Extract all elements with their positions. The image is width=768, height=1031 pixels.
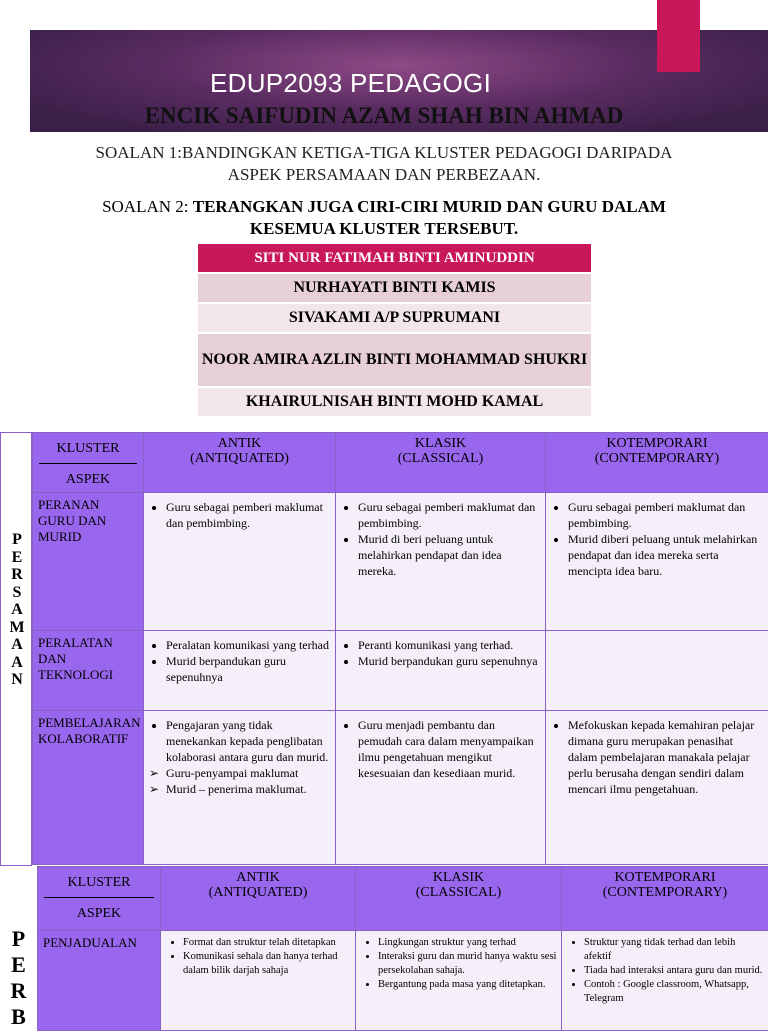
kluster-aspek-header [38,867,161,931]
header-klasik-en: (CLASSICAL) [336,451,545,466]
table-row [33,711,768,865]
question-2-text: TERANGKAN JUGA CIRI-CIRI MURID DAN GURU DALAM KESEMUA KLUSTER TERSEBUT. [193,197,666,238]
bullet-item: • Guru sebagai pemberi maklumat dan pembimbing. [166,499,329,531]
aspek-cell: PENJADUALAN [38,931,161,1031]
header-antik [161,867,356,931]
perbezaan-side-label [0,866,37,1024]
cell-klasik [336,631,546,711]
header-kotemporari-en: (CONTEMPORARY) [546,451,768,466]
bullet-item: • Pengajaran yang tidak menekankan kepada penglibatan kolaborasi antara guru dan murid. [166,717,329,765]
side-letters [1,531,33,689]
aspek-cell: PERANAN GURU DAN MURID [33,493,144,631]
bullet-item: • Murid di beri peluang untuk melahirkan pendapat dan idea mereka. [358,531,539,579]
bullet-item: • Guru menjadi pembantu dan pemudah cara dalam menyampaikan ilmu pengetahuan mengikut kesesuaian dan kesediaan murid. [358,717,539,781]
question-2 [60,196,708,240]
header-kotemporari-label: KOTEMPORARI [562,870,768,885]
bullet-item: • Murid berpandukan guru sepenuhnya [358,653,539,669]
bullet-item: • Contoh : Google classroom, Whatsapp, Telegram [584,978,764,1006]
aspek-cell: PERALATAN DAN TEKNOLOGI [33,631,144,711]
bullet-item: • Bergantung pada masa yang ditetapkan. [378,978,557,992]
cell-kotemporari [546,493,768,631]
table-row [33,493,768,631]
question-1: SOALAN 1:BANDINGKAN KETIGA-TIGA KLUSTER PEDAGOGI DARIPADA ASPEK PERSAMAAN DAN PERBEZAAN. [80,142,688,186]
cell-antik [144,631,336,711]
header-antik-en: (ANTIQUATED) [161,885,355,900]
bullet-item: • Guru sebagai pemberi maklumat dan pembimbing. [358,499,539,531]
header-klasik-en: (CLASSICAL) [356,885,561,900]
side-letter: N [1,671,33,689]
side-letter: P [0,926,37,952]
side-letter: B [0,1004,37,1030]
header-antik-en: (ANTIQUATED) [144,451,335,466]
side-letter: A [1,654,33,672]
header-kotemporari-label: KOTEMPORARI [546,436,768,451]
side-letter: E [1,549,33,567]
bullet-item: • Interaksi guru dan murid hanya waktu sesi persekolahan sahaja. [378,950,557,978]
bullet-item: ➢ Murid – penerima maklumat. [166,781,329,797]
aspek-cell: PEMBELAJARAN KOLABORATIF [33,711,144,865]
bullet-item: • Murid berpandukan guru sepenuhnya [166,653,329,685]
header-klasik [336,433,546,493]
persamaan-side-label [0,432,32,866]
bullet-item: • Tiada had interaksi antara guru dan murid. [584,964,764,978]
cell-kotemporari [546,711,768,865]
header-klasik-label: KLASIK [356,870,561,885]
side-letter: R [1,566,33,584]
question-2-label: SOALAN 2: [102,197,188,216]
cell-antik [161,931,356,1031]
bullet-item: • Format dan struktur telah ditetapkan [183,936,351,950]
kluster-aspek-header [33,433,144,493]
header-antik-label: ANTIK [161,870,355,885]
header-kotemporari [562,867,768,931]
header-klasik [356,867,562,931]
cell-klasik [336,493,546,631]
cell-klasik [336,711,546,865]
aspek-label: ASPEK [38,898,160,924]
bullet-item: • Mefokuskan kepada kemahiran pelajar dimana guru merupakan penasihat dalam pembelajaran manakala pelajar perlu berusaha dengan sendiri dalam mencari ilmu pengetahuan. [568,717,762,797]
member-name: KHAIRULNISAH BINTI MOHD KAMAL [198,388,591,418]
member-name: NURHAYATI BINTI KAMIS [198,274,591,304]
member-name: SITI NUR FATIMAH BINTI AMINUDDIN [198,244,591,274]
persamaan-table [32,432,768,865]
bullet-item: ➢ Guru-penyampai maklumat [166,765,329,781]
header-antik [144,433,336,493]
bullet-item: • Struktur yang tidak terhad dan lebih afektif [584,936,764,964]
table-row [38,931,768,1031]
bullet-item: • Peralatan komunikasi yang terhad [166,637,329,653]
aspek-label: ASPEK [33,464,143,490]
bullet-item: • Lingkungan struktur yang terhad [378,936,557,950]
bullet-item: • Komunikasi sehala dan hanya terhad dalam bilik darjah sahaja [183,950,351,978]
side-letter: A [1,601,33,619]
side-letter: M [1,619,33,637]
kluster-label: KLUSTER [44,867,154,898]
lecturer-name: ENCIK SAIFUDIN AZAM SHAH BIN AHMAD [0,103,768,129]
header-antik-label: ANTIK [144,436,335,451]
cell-antik [144,711,336,865]
cell-antik [144,493,336,631]
side-letter: S [1,584,33,602]
bullet-item: • Guru sebagai pemberi maklumat dan pembimbing. [568,499,762,531]
side-letters [0,926,37,1030]
side-letter: A [1,636,33,654]
header-kotemporari [546,433,768,493]
member-name: SIVAKAMI A/P SUPRUMANI [198,304,591,334]
accent-bar [657,0,700,72]
table-row [33,631,768,711]
slide-title: EDUP2093 PEDAGOGI [210,68,491,99]
member-name: NOOR AMIRA AZLIN BINTI MOHAMMAD SHUKRI [198,334,591,388]
side-letter: P [1,531,33,549]
kluster-label: KLUSTER [39,433,137,464]
header-klasik-label: KLASIK [336,436,545,451]
perbezaan-table [37,866,768,1031]
bullet-item: • Murid diberi peluang untuk melahirkan pendapat dan idea mereka serta mencipta idea baru. [568,531,762,579]
bullet-item: • Peranti komunikasi yang terhad. [358,637,539,653]
side-letter: R [0,978,37,1004]
cell-klasik [356,931,562,1031]
cell-kotemporari [562,931,768,1031]
header-kotemporari-en: (CONTEMPORARY) [562,885,768,900]
member-list [198,244,591,418]
side-letter: E [0,952,37,978]
cell-kotemporari [546,631,768,711]
